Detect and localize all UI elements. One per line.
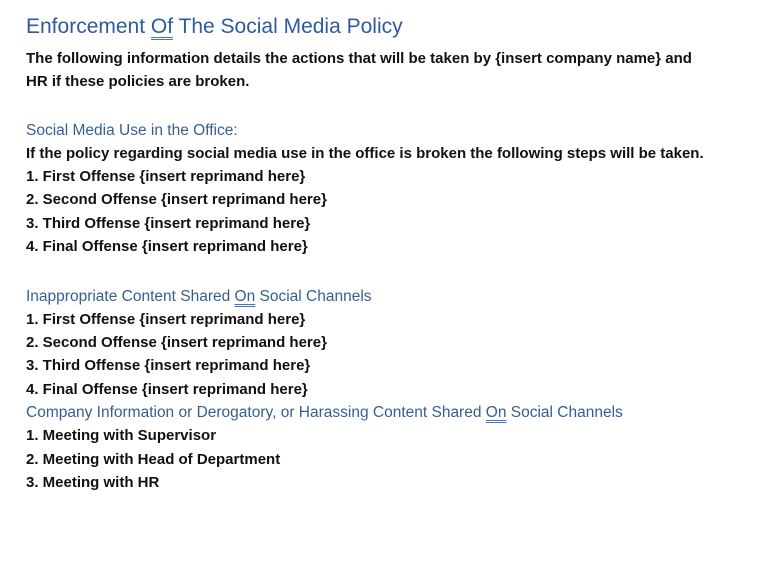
grammar-double-underline-word: On	[485, 404, 507, 422]
list-item: 3. Meeting with HR	[26, 474, 160, 492]
list-item: 1. First Offense {insert reprimand here}	[26, 168, 306, 185]
section-heading-company-information	[26, 401, 750, 424]
list-item: 3. Third Offense {insert reprimand here}	[26, 357, 311, 375]
section-heading-text: Inappropriate Content Shared	[26, 287, 235, 305]
list-item: 1. First Offense {insert reprimand here}	[26, 310, 306, 328]
page-title	[26, 13, 750, 41]
intro-paragraph-line1: The following information details the actions that will be taken by {insert company name} and	[26, 50, 692, 67]
list-item: 1. Meeting with Supervisor	[26, 427, 217, 445]
list-item: 2. Meeting with Head of Department	[26, 450, 281, 468]
section-heading-text: Social Channels	[506, 404, 623, 422]
section-heading-text: Company Information or Derogatory, or Harassing Content Shared	[26, 404, 486, 422]
page-title-text: Enforcement	[26, 15, 151, 38]
grammar-double-underline-word: On	[234, 287, 256, 305]
list-item: 2. Second Offense {insert reprimand here}	[26, 334, 327, 352]
company-meeting-list	[26, 424, 750, 494]
intro-paragraph-line2: HR if these policies are broken.	[26, 73, 250, 90]
section-heading-office: Social Media Use in the Office:	[26, 122, 238, 139]
page-title-text: The Social Media Policy	[173, 15, 403, 38]
list-item: 2. Second Offense {insert reprimand here}	[26, 191, 327, 209]
section-heading-text: Social Channels	[255, 287, 372, 305]
list-item: 3. Third Offense {insert reprimand here}	[26, 214, 311, 232]
list-item: 4. Final Offense {insert reprimand here}	[26, 380, 308, 398]
section-heading-inappropriate-content	[26, 285, 750, 308]
office-section-description: If the policy regarding social media use in the office is broken the following steps will be taken.	[26, 145, 704, 162]
grammar-double-underline-word: Of	[150, 15, 174, 38]
inappropriate-offense-list	[26, 308, 750, 402]
office-offense-list	[26, 165, 750, 259]
list-item: 4. Final Offense {insert reprimand here}	[26, 238, 308, 256]
